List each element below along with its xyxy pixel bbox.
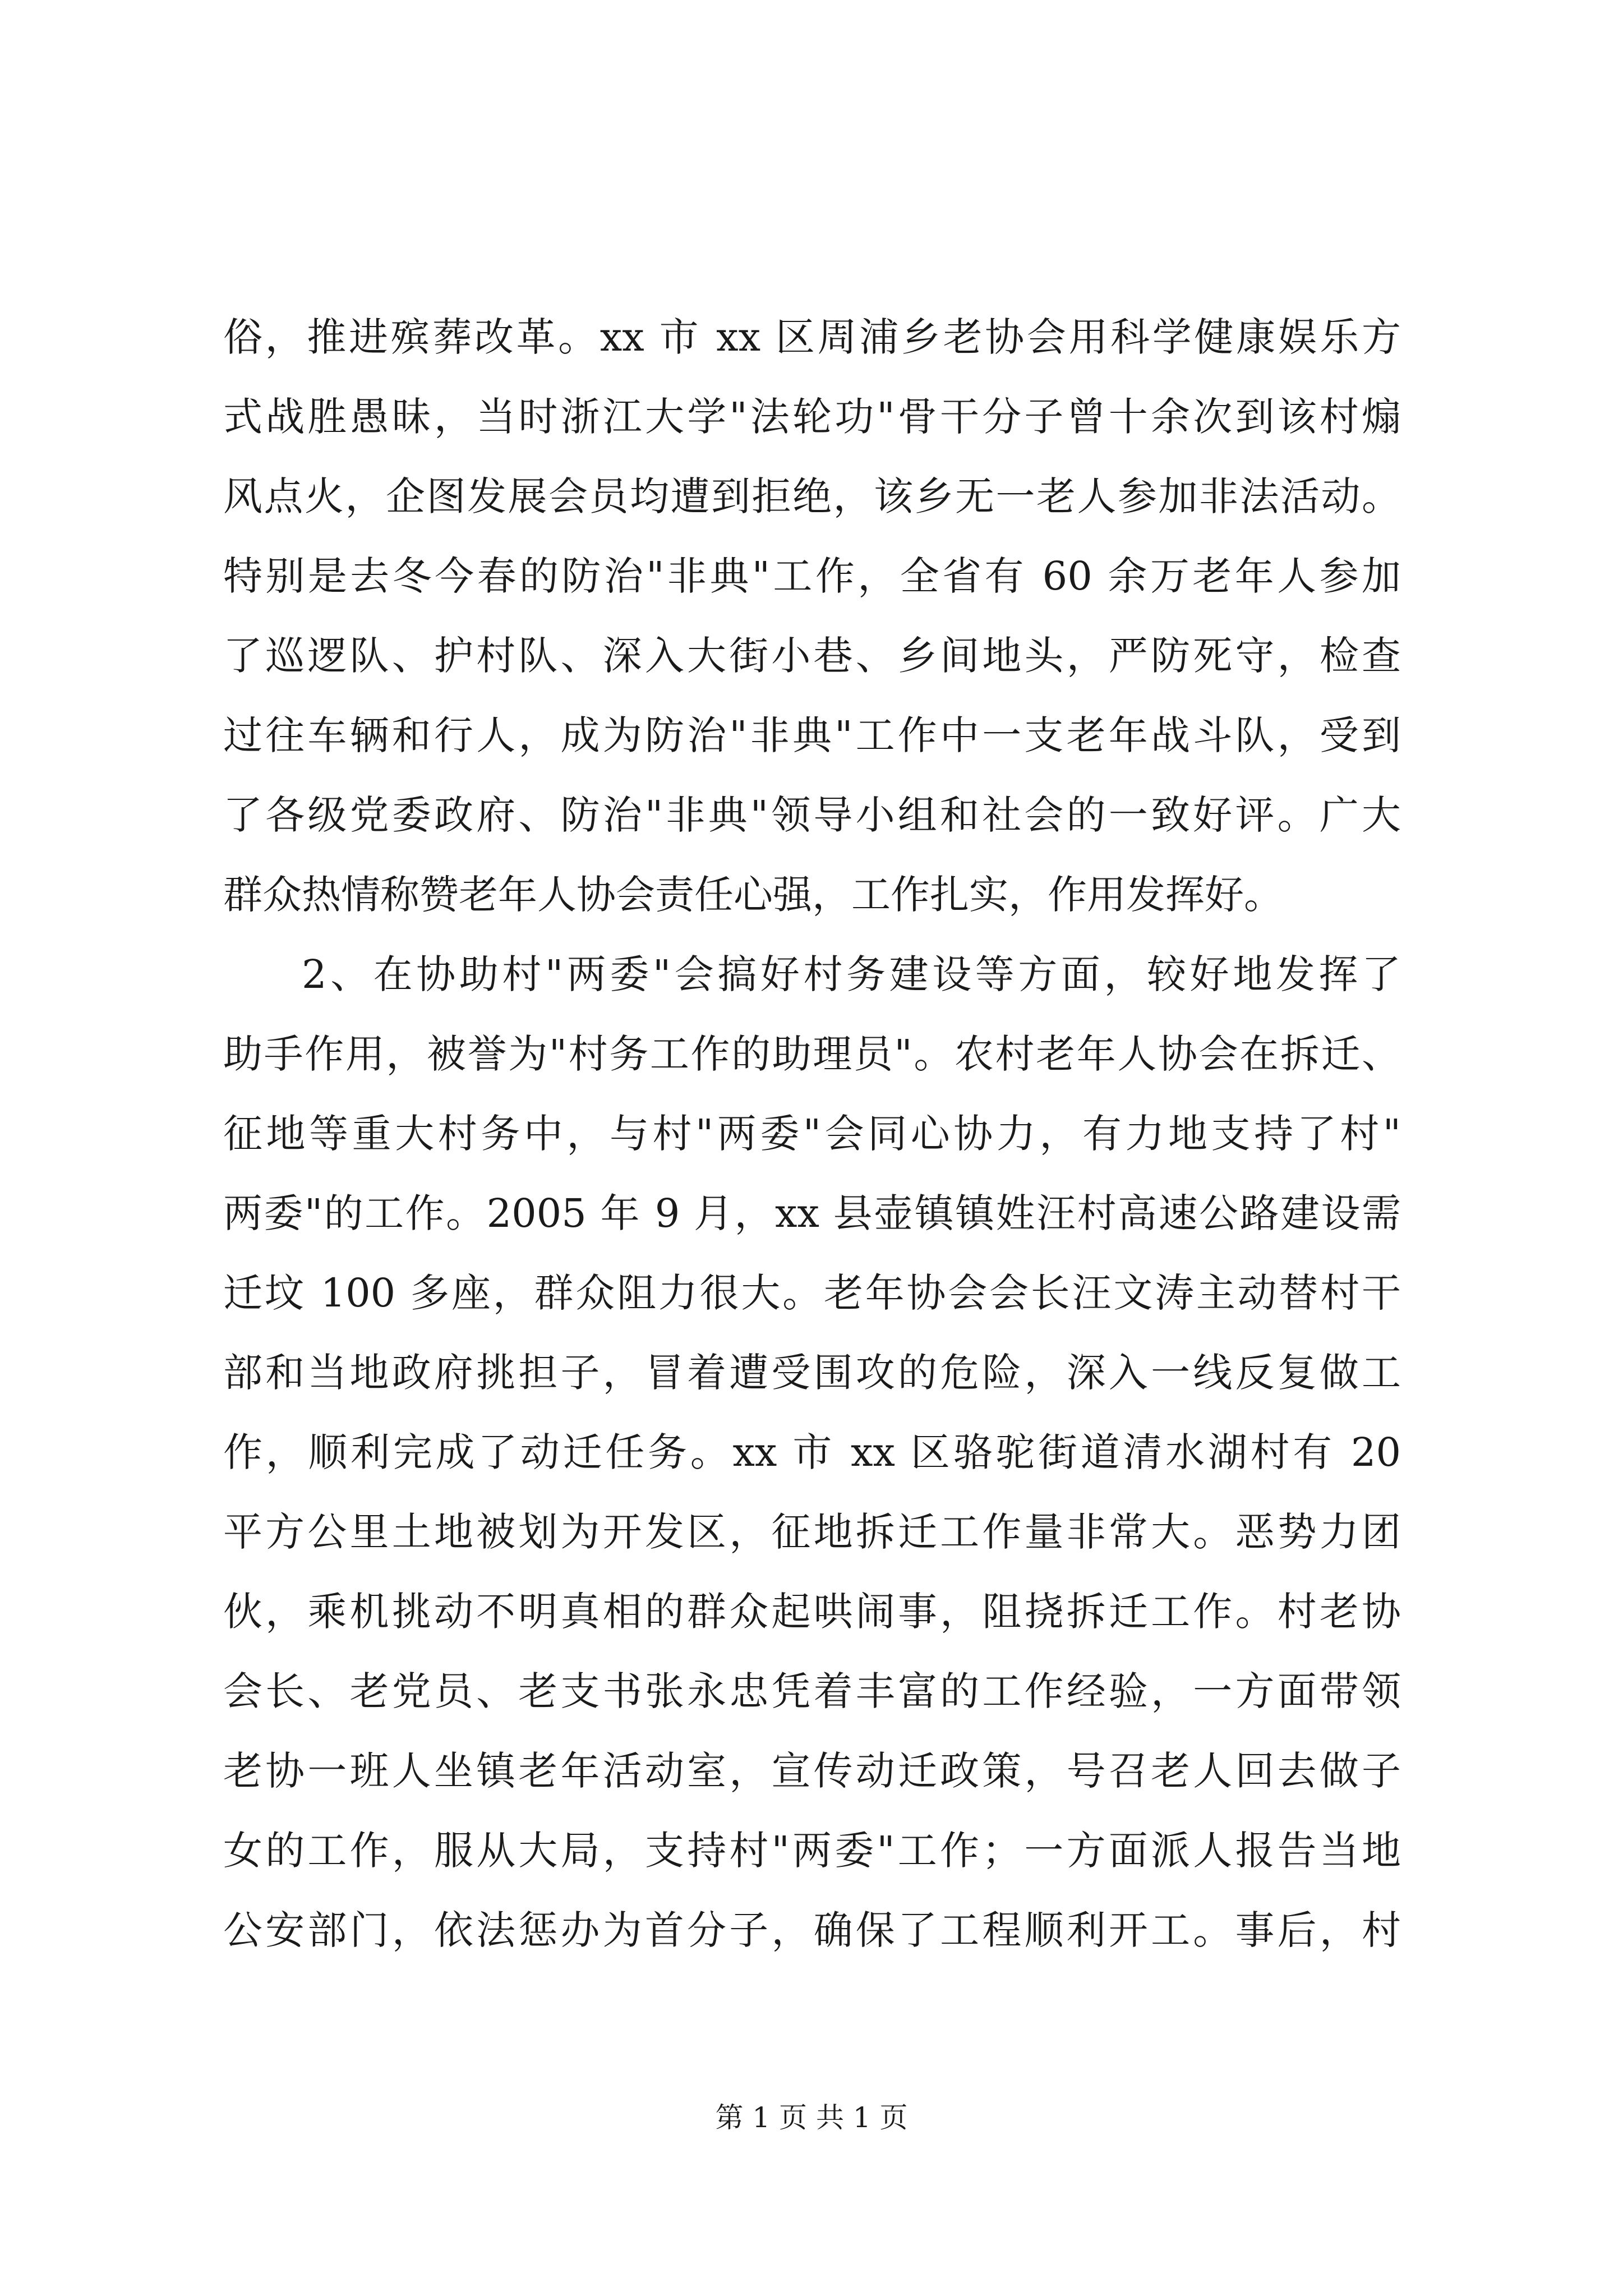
text-line: 公安部门，依法惩办为首分子，确保了工程顺利开工。事后，村 bbox=[223, 1907, 1401, 1953]
text-line: 两委"的工作。2005 年 9 月，xx 县壶镇镇姓汪村高速公路建设需 bbox=[223, 1190, 1401, 1236]
text-line: 风点火，企图发展会员均遭到拒绝，该乡无一老人参加非法活动。 bbox=[223, 473, 1401, 519]
text-line: 平方公里土地被划为开发区，征地拆迁工作量非常大。恶势力团 bbox=[223, 1509, 1401, 1555]
document-body bbox=[223, 297, 1401, 1970]
text-line: 群众热情称赞老年人协会责任心强，工作扎实，作用发挥好。 bbox=[223, 872, 1283, 918]
paragraph-start-line: 2、在协助村"两委"会搞好村务建设等方面，较好地发挥了 bbox=[302, 951, 1401, 997]
text-line: 老协一班人坐镇老年活动室，宣传动迁政策，号召老人回去做子 bbox=[223, 1748, 1401, 1794]
text-line: 了各级党委政府、防治"非典"领导小组和社会的一致好评。广大 bbox=[223, 792, 1401, 838]
text-line: 式战胜愚昧，当时浙江大学"法轮功"骨干分子曾十余次到该村煽 bbox=[223, 394, 1401, 440]
text-line: 女的工作，服从大局，支持村"两委"工作；一方面派人报告当地 bbox=[223, 1828, 1401, 1874]
text-line: 迁坟 100 多座，群众阻力很大。老年协会会长汪文涛主动替村干 bbox=[223, 1270, 1401, 1316]
text-line: 作，顺利完成了动迁任务。xx 市 xx 区骆驼街道清水湖村有 20 bbox=[223, 1429, 1401, 1475]
text-line: 会长、老党员、老支书张永忠凭着丰富的工作经验，一方面带领 bbox=[223, 1668, 1401, 1714]
page-footer: 第 1 页 共 1 页 bbox=[715, 2101, 908, 2134]
text-line: 特别是去冬今春的防治"非典"工作，全省有 60 余万老年人参加 bbox=[223, 553, 1401, 599]
text-line: 征地等重大村务中，与村"两委"会同心协力，有力地支持了村" bbox=[223, 1111, 1401, 1157]
text-line: 过往车辆和行人，成为防治"非典"工作中一支老年战斗队，受到 bbox=[223, 712, 1401, 758]
text-line: 伙，乘机挑动不明真相的群众起哄闹事，阻挠拆迁工作。村老协 bbox=[223, 1589, 1401, 1635]
text-line: 了巡逻队、护村队、深入大街小巷、乡间地头，严防死守，检查 bbox=[223, 633, 1401, 679]
text-line: 部和当地政府挑担子，冒着遭受围攻的危险，深入一线反复做工 bbox=[223, 1350, 1401, 1396]
text-line: 俗，推进殡葬改革。xx 市 xx 区周浦乡老协会用科学健康娱乐方 bbox=[223, 314, 1401, 360]
text-line: 助手作用，被誉为"村务工作的助理员"。农村老年人协会在拆迁、 bbox=[223, 1031, 1401, 1077]
